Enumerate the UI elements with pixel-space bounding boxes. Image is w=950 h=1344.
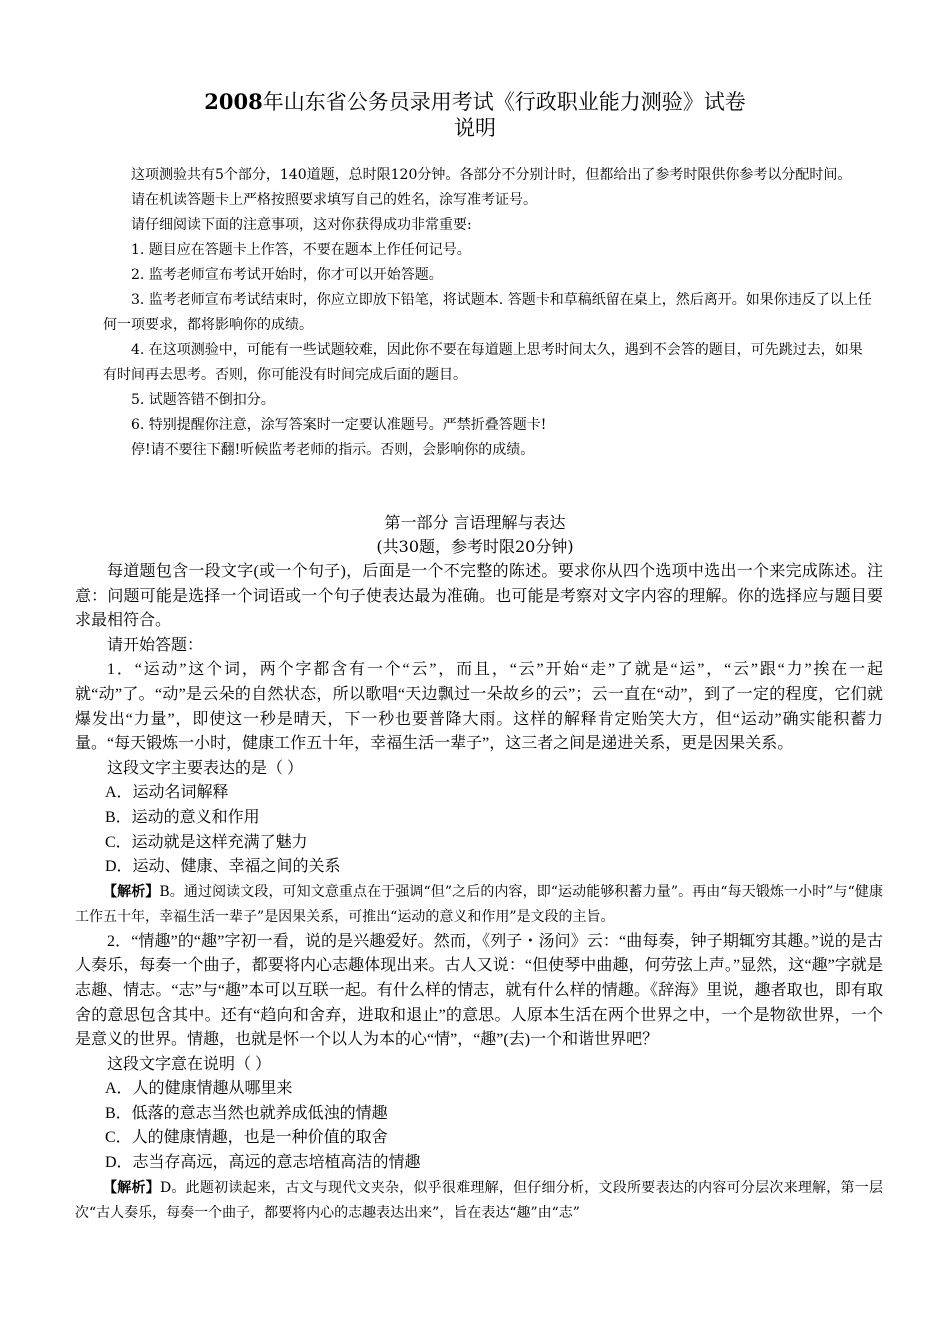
rule-5: 5. 试题答错不倒扣分。 [131,392,275,408]
question-2-passage: 2．“情趣”的“趣”字初一看，说的是兴趣爱好。然而，《列子・汤问》云：“曲每奏，钟子期辄穷其趣。”说的是古人奏乐，每奏一个曲子，都要将内心志趣体现出来。古人又说：“但使琴中曲趣，何劳弦上声。”显然，这“趣”字就是志趣、情志。“志”与“趣”本可以互联一起。有什么样的情志，就有什么样的情趣。《辞海》里说，趣者取也，即有取舍的意思包含其中。还有“趋向和舍弃，进取和退止”的意思。人原本生活在两个世界之中，一个是物欲世界，一个是意义的世界。情趣，也就是怀一个以人为本的心“情”，“趣”(去)一个和谐世界吧？ [75,932,883,1049]
intro-paragraph-3: 请仔细阅读下面的注意事项，这对你获得成功非常重要: [131,217,472,233]
section-subtitle: (共30题，参考时限20分钟) [376,537,574,556]
question-1-analysis [75,880,883,930]
question-2-option-a: A．人的健康情趣从哪里来 [105,1080,293,1098]
analysis-text: B。通过阅读文段，可知文意重点在于强调“但”之后的内容，即“运动能够积蓄力量”。再由“每天锻炼一小时”与“健康工作五十年，幸福生活一辈子”是因果关系，可推出“运动的意义和作用”是文段的主旨。 [75,883,883,925]
rule-6: 6. 特别提醒你注意，涂写答案时一定要认准题号。严禁折叠答题卡! [131,417,547,433]
question-1-option-c: C．运动就是这样充满了魅力 [105,833,308,851]
section-title: 第一部分 言语理解与表达 [384,513,566,532]
title-year: 2008 [204,89,263,114]
rule-4: 4. 在这项测验中，可能有一些试题较难，因此你不要在每道题上思考时间太久，遇到不会答的题目，可先跳过去，如果有时间再去思考。否则，你可能没有时间完成后面的题目。 [103,342,863,383]
question-2-option-d: D．志当存高远，高远的意志培植高洁的情趣 [105,1154,421,1172]
intro-paragraph-2: 请在机读答题卡上严格按照要求填写自己的姓名，涂写准考证号。 [131,192,537,208]
intro-paragraph-1: 这项测验共有5个部分，140道题，总时限120分钟。各部分不分别计时，但都给出了参考时限供你参考以分配时间。 [131,167,852,183]
section-instructions: 每道题包含一段文字(或一个句子)，后面是一个不完整的陈述。要求你从四个选项中选出一个来完成陈述。注意：问题可能是选择一个词语或一个句子使表达最为准确。也可能是考察对文字内容的理解。你的选择应与题目要求最相符合。 [75,563,883,630]
title-text: 年山东省公务员录用考试《行政职业能力测验》试卷 [262,90,746,114]
rule-2: 2. 监考老师宣布考试开始时，你才可以开始答题。 [131,267,443,283]
question-2-option-c: C．人的健康情趣，也是一种价值的取舍 [105,1129,388,1147]
rule-1: 1. 题目应在答题卡上作答，不要在题本上作任何记号。 [131,242,471,258]
instructions-block [103,163,873,463]
document-subtitle: 说明 [454,116,496,140]
section-content [75,560,883,1226]
rule-3: 3. 监考老师宣布考试结束时，你应立即放下铅笔，将试题本. 答题卡和草稿纸留在桌上，然后离开。如果你违反了以上任何一项要求，都将影响你的成绩。 [103,292,872,333]
question-2-analysis [75,1176,883,1226]
analysis-text: D。此题初读起来，古文与现代文夹杂，似乎很难理解，但仔细分析，文段所要表达的内容可分层次来理解，第一层次“古人奏乐，每奏一个曲子，都要将内心的志趣表达出来”，旨在表达“趣”由“志” [75,1179,883,1221]
question-1-passage: 1．“运动”这个词，两个字都含有一个“云”，而且，“云”开始“走”了就是“运”，“云”跟“力”挨在一起就“动”了。“动”是云朵的自然状态，所以歌唱“天边飘过一朵故乡的云”；云一直在“动”，到了一定的程度，它们就爆发出“力量”，即使这一秒是晴天，下一秒也要普降大雨。这样的解释肯定贻笑大方，但“运动”确实能积蓄力量。“每天锻炼一小时，健康工作五十年，幸福生活一辈子”，这三者之间是递进关系，更是因果关系。 [75,661,883,753]
stop-notice: 停!请不要往下翻!听候监考老师的指示。否则，会影响你的成绩。 [131,442,535,458]
question-1-option-d: D．运动、健康、幸福之间的关系 [105,858,341,876]
question-1-option-a: A．运动名词解释 [105,784,229,802]
question-2-stem: 这段文字意在说明（ ） [107,1055,272,1073]
analysis-label: 【解析】 [103,1179,160,1196]
question-2-option-b: B．低落的意志当然也就养成低浊的情趣 [105,1104,388,1122]
start-prompt: 请开始答题： [107,636,204,654]
question-1-stem: 这段文字主要表达的是（ ） [107,759,304,777]
question-1-option-b: B．运动的意义和作用 [105,808,260,826]
analysis-label: 【解析】 [103,883,160,900]
